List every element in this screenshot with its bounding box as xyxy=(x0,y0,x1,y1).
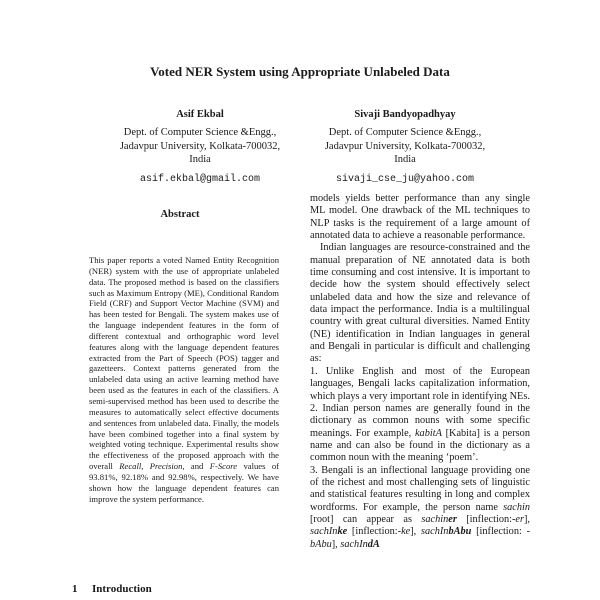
word-root: sachIn xyxy=(420,526,449,538)
paper-title: Voted NER System using Appropriate Unlabeled Data xyxy=(150,64,450,79)
list-item xyxy=(310,403,530,465)
author-name: Sivaji Bandyopadhyay xyxy=(354,109,456,120)
example-word xyxy=(340,539,379,550)
body-text: 2. Indian person names are generally found in the dictionary as common nouns with some specific meanings. For example, xyxy=(310,402,530,439)
body-text: ], xyxy=(523,513,530,525)
word-inflection: er xyxy=(448,513,457,525)
body-text: [root] can appear as xyxy=(310,513,422,525)
inflection-label: er xyxy=(515,513,524,525)
section-number: 1 xyxy=(72,583,78,595)
example-word xyxy=(421,514,456,525)
word-root: sachIn xyxy=(340,538,368,550)
abstract-text: This paper reports a voted Named Entity Recognition (NER) system with the use of appropriate unlabeled data. The proposed method is based on the classifiers such as Maximum Entropy (ME), Conditional Random Field (CRF) and Support Vector Machine (SVM) and has been tested for Bengali. The system makes use of the language independent features in the form of different contextual and orthographic word level features along with the language dependent features extracted from the Part of Speech (POS) tagger and gazetteers. Context patterns generated from the unlabeled data using an active learning method have been used as the features in each of the classifiers. A semi-supervised method has been used to describe the measures to automatically select effective documents and sentences from unlabeled data. Finally, the models have been combined together into a final system by weighted voting technique. Experimental results show the effectiveness of the proposed approach with the overall xyxy=(89,255,279,472)
author-university: Jadavpur University, Kolkata-700032, xyxy=(119,140,281,152)
body-text: [inflection:- xyxy=(347,526,402,538)
body-text: 3. Bengali is an inflectional language providing one of the richest and most challenging sets of linguistic and statistical features resulting in long and complex wordforms. For example, the person name xyxy=(310,464,530,513)
abstract-text: , and xyxy=(182,461,210,472)
word-root: sachin xyxy=(421,513,449,525)
author-country: India xyxy=(394,154,416,166)
author-email: sivaji_cse_ju@yahoo.com xyxy=(335,174,475,186)
word-inflection: bAbu xyxy=(448,526,472,538)
word-inflection: ke xyxy=(337,526,348,538)
author-department: Dept. of Computer Science &Engg., xyxy=(328,126,482,138)
word-root: sachIn xyxy=(310,526,338,538)
example-word: sachin xyxy=(503,501,530,513)
body-text: [Kabita] is a person name and can also be found in the dictionary as a common noun with the meaning ‘poem’. xyxy=(310,427,530,464)
section-heading xyxy=(72,583,292,595)
list-item xyxy=(310,465,530,551)
author-country: India xyxy=(189,154,211,166)
author-name: Asif Ekbal xyxy=(176,109,224,120)
author-block-1 xyxy=(100,108,300,187)
example-word xyxy=(310,526,347,537)
author-email: asif.ekbal@gmail.com xyxy=(139,174,261,186)
body-text: ], xyxy=(331,538,341,550)
author-department: Dept. of Computer Science &Engg., xyxy=(123,126,277,138)
list-item: 1. Unlike English and most of the European languages, Bengali lacks capitalization information, which plays a very important role in identifying NEs. xyxy=(310,365,530,402)
example-word xyxy=(421,526,471,537)
example-word: kabitA xyxy=(414,427,442,439)
body-text: [inflection: - xyxy=(471,526,530,538)
abstract-paragraph xyxy=(89,255,279,504)
abstract-body xyxy=(89,255,279,504)
author-university: Jadavpur University, Kolkata-700032, xyxy=(324,140,486,152)
abstract-term-recall: Recall xyxy=(119,461,142,472)
abstract-heading: Abstract xyxy=(160,209,200,220)
abstract-text: , xyxy=(141,461,150,472)
abstract-term-fscore: F-Score xyxy=(209,461,238,472)
section-title: Introduction xyxy=(92,583,152,595)
abstract-text: values of 93.81%, 92.18% and 92.98%, respectively. We have shown how the language dependent features can improve the system performance. xyxy=(89,461,279,504)
author-block-2 xyxy=(305,108,505,187)
abstract-term-precision: Precision xyxy=(149,461,183,472)
word-inflection: dA xyxy=(367,538,380,550)
right-column-body xyxy=(310,193,530,551)
inflection-label: bAbu xyxy=(310,538,332,550)
inflection-label: ke xyxy=(401,526,411,538)
body-text: [inflection:- xyxy=(456,513,516,525)
body-paragraph: models yields better performance than any single ML model. One drawback of the ML techniques to NLP tasks is the requirement of a large amount of annotated data to achieve a reasonable performance. xyxy=(310,193,530,242)
body-text: ], xyxy=(410,526,421,538)
body-paragraph: Indian languages are resource-constrained and the manual preparation of NE annotated data is both time consuming and cost intensive. It is important to decide how the system should effectively select unlabeled data and how the size and relevance of data impact the performance. India is a multilingual country with great cultural diversities. Named Entity (NE) identification in Indian languages in general and Bengali in particular is difficult and challenging as: xyxy=(310,242,530,365)
